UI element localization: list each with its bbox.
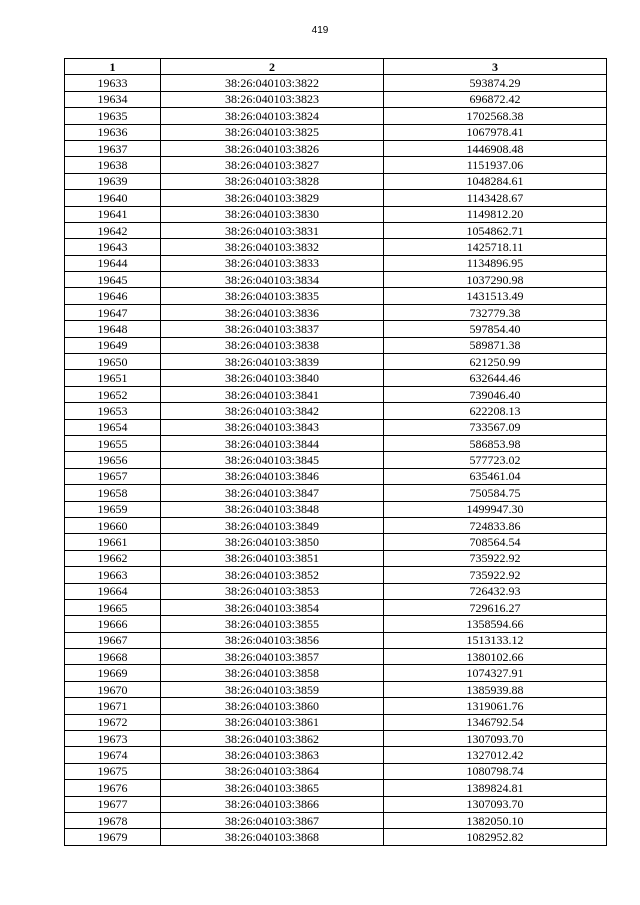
cadastral-value-cell: 577723.02 — [384, 452, 607, 468]
table-row — [65, 452, 607, 468]
row-number-cell: 19658 — [65, 485, 161, 501]
row-number-cell: 19671 — [65, 698, 161, 714]
table-row — [65, 222, 607, 238]
row-number-cell: 19678 — [65, 812, 161, 828]
cadastral-value-cell: 635461.04 — [384, 468, 607, 484]
cadastral-number-cell: 38:26:040103:3839 — [161, 354, 384, 370]
cadastral-number-cell: 38:26:040103:3860 — [161, 698, 384, 714]
cadastral-number-cell: 38:26:040103:3827 — [161, 157, 384, 173]
column-header-3: 3 — [384, 59, 607, 75]
row-number-cell: 19638 — [65, 157, 161, 173]
cadastral-number-cell: 38:26:040103:3858 — [161, 665, 384, 681]
cadastral-value-cell: 750584.75 — [384, 485, 607, 501]
row-number-cell: 19665 — [65, 599, 161, 615]
row-number-cell: 19673 — [65, 731, 161, 747]
table-row — [65, 714, 607, 730]
cadastral-value-cell: 1425718.11 — [384, 239, 607, 255]
cadastral-value-cell: 1346792.54 — [384, 714, 607, 730]
table-row — [65, 681, 607, 697]
table-row — [65, 140, 607, 156]
row-number-cell: 19641 — [65, 206, 161, 222]
table-row — [65, 698, 607, 714]
cadastral-number-cell: 38:26:040103:3861 — [161, 714, 384, 730]
table-row — [65, 403, 607, 419]
row-number-cell: 19645 — [65, 272, 161, 288]
table-row — [65, 337, 607, 353]
table-row — [65, 108, 607, 124]
cadastral-number-cell: 38:26:040103:3857 — [161, 649, 384, 665]
cadastral-number-cell: 38:26:040103:3841 — [161, 386, 384, 402]
table-row — [65, 124, 607, 140]
row-number-cell: 19667 — [65, 632, 161, 648]
cadastral-value-cell: 733567.09 — [384, 419, 607, 435]
cadastral-value-cell: 1389824.81 — [384, 780, 607, 796]
row-number-cell: 19634 — [65, 91, 161, 107]
table-row — [65, 550, 607, 566]
row-number-cell: 19661 — [65, 534, 161, 550]
cadastral-number-cell: 38:26:040103:3859 — [161, 681, 384, 697]
cadastral-value-cell: 589871.38 — [384, 337, 607, 353]
page-number: 419 — [311, 25, 329, 36]
table-row — [65, 649, 607, 665]
cadastral-number-cell: 38:26:040103:3838 — [161, 337, 384, 353]
row-number-cell: 19633 — [65, 75, 161, 91]
table-body — [65, 75, 607, 845]
cadastral-number-cell: 38:26:040103:3867 — [161, 812, 384, 828]
row-number-cell: 19669 — [65, 665, 161, 681]
cadastral-value-cell: 1149812.20 — [384, 206, 607, 222]
row-number-cell: 19655 — [65, 435, 161, 451]
table-row — [65, 567, 607, 583]
row-number-cell: 19659 — [65, 501, 161, 517]
cadastral-number-cell: 38:26:040103:3828 — [161, 173, 384, 189]
table-row — [65, 173, 607, 189]
cadastral-number-cell: 38:26:040103:3822 — [161, 75, 384, 91]
cadastral-number-cell: 38:26:040103:3836 — [161, 304, 384, 320]
cadastral-value-cell: 1151937.06 — [384, 157, 607, 173]
cadastral-number-cell: 38:26:040103:3829 — [161, 190, 384, 206]
table-row — [65, 812, 607, 828]
table-row — [65, 829, 607, 845]
cadastral-number-cell: 38:26:040103:3825 — [161, 124, 384, 140]
cadastral-value-cell: 1054862.71 — [384, 222, 607, 238]
cadastral-value-cell: 729616.27 — [384, 599, 607, 615]
table-row — [65, 616, 607, 632]
row-number-cell: 19676 — [65, 780, 161, 796]
table-row — [65, 386, 607, 402]
cadastral-value-cell: 1327012.42 — [384, 747, 607, 763]
row-number-cell: 19637 — [65, 140, 161, 156]
cadastral-value-cell: 1037290.98 — [384, 272, 607, 288]
column-header-2: 2 — [161, 59, 384, 75]
table-row — [65, 272, 607, 288]
cadastral-number-cell: 38:26:040103:3830 — [161, 206, 384, 222]
cadastral-number-cell: 38:26:040103:3832 — [161, 239, 384, 255]
cadastral-number-cell: 38:26:040103:3833 — [161, 255, 384, 271]
header-row — [65, 59, 607, 75]
row-number-cell: 19644 — [65, 255, 161, 271]
table-row — [65, 435, 607, 451]
table-row — [65, 665, 607, 681]
cadastral-number-cell: 38:26:040103:3863 — [161, 747, 384, 763]
row-number-cell: 19635 — [65, 108, 161, 124]
cadastral-value-cell: 1431513.49 — [384, 288, 607, 304]
cadastral-number-cell: 38:26:040103:3846 — [161, 468, 384, 484]
row-number-cell: 19664 — [65, 583, 161, 599]
table-row — [65, 206, 607, 222]
row-number-cell: 19663 — [65, 567, 161, 583]
cadastral-value-cell: 1307093.70 — [384, 796, 607, 812]
table-header — [65, 59, 607, 75]
table-row — [65, 747, 607, 763]
table-row — [65, 288, 607, 304]
table-row — [65, 468, 607, 484]
row-number-cell: 19643 — [65, 239, 161, 255]
cadastral-value-table — [64, 58, 607, 846]
cadastral-value-cell: 1446908.48 — [384, 140, 607, 156]
row-number-cell: 19646 — [65, 288, 161, 304]
cadastral-value-cell: 1380102.66 — [384, 649, 607, 665]
table-row — [65, 599, 607, 615]
cadastral-value-cell: 1048284.61 — [384, 173, 607, 189]
table-row — [65, 255, 607, 271]
row-number-cell: 19648 — [65, 321, 161, 337]
cadastral-number-cell: 38:26:040103:3853 — [161, 583, 384, 599]
cadastral-value-cell: 1499947.30 — [384, 501, 607, 517]
cadastral-value-cell: 1082952.82 — [384, 829, 607, 845]
row-number-cell: 19668 — [65, 649, 161, 665]
row-number-cell: 19650 — [65, 354, 161, 370]
cadastral-number-cell: 38:26:040103:3868 — [161, 829, 384, 845]
row-number-cell: 19647 — [65, 304, 161, 320]
cadastral-number-cell: 38:26:040103:3847 — [161, 485, 384, 501]
table-row — [65, 731, 607, 747]
table-row — [65, 419, 607, 435]
cadastral-value-cell: 1080798.74 — [384, 763, 607, 779]
cadastral-number-cell: 38:26:040103:3824 — [161, 108, 384, 124]
table-row — [65, 370, 607, 386]
row-number-cell: 19636 — [65, 124, 161, 140]
cadastral-value-cell: 739046.40 — [384, 386, 607, 402]
cadastral-value-cell: 1319061.76 — [384, 698, 607, 714]
row-number-cell: 19654 — [65, 419, 161, 435]
table-row — [65, 796, 607, 812]
cadastral-number-cell: 38:26:040103:3845 — [161, 452, 384, 468]
cadastral-value-cell: 1382050.10 — [384, 812, 607, 828]
cadastral-value-cell: 593874.29 — [384, 75, 607, 91]
cadastral-value-cell: 1358594.66 — [384, 616, 607, 632]
table-row — [65, 354, 607, 370]
cadastral-value-cell: 621250.99 — [384, 354, 607, 370]
cadastral-value-cell: 1134896.95 — [384, 255, 607, 271]
cadastral-value-cell: 726432.93 — [384, 583, 607, 599]
cadastral-number-cell: 38:26:040103:3864 — [161, 763, 384, 779]
table-row — [65, 304, 607, 320]
cadastral-number-cell: 38:26:040103:3866 — [161, 796, 384, 812]
cadastral-number-cell: 38:26:040103:3831 — [161, 222, 384, 238]
cadastral-value-cell: 735922.92 — [384, 550, 607, 566]
table-row — [65, 321, 607, 337]
row-number-cell: 19675 — [65, 763, 161, 779]
row-number-cell: 19653 — [65, 403, 161, 419]
cadastral-number-cell: 38:26:040103:3865 — [161, 780, 384, 796]
cadastral-number-cell: 38:26:040103:3835 — [161, 288, 384, 304]
cadastral-number-cell: 38:26:040103:3852 — [161, 567, 384, 583]
cadastral-number-cell: 38:26:040103:3823 — [161, 91, 384, 107]
row-number-cell: 19674 — [65, 747, 161, 763]
row-number-cell: 19656 — [65, 452, 161, 468]
cadastral-value-cell: 708564.54 — [384, 534, 607, 550]
row-number-cell: 19652 — [65, 386, 161, 402]
row-number-cell: 19662 — [65, 550, 161, 566]
cadastral-number-cell: 38:26:040103:3826 — [161, 140, 384, 156]
cadastral-value-cell: 1307093.70 — [384, 731, 607, 747]
table-row — [65, 91, 607, 107]
table-row — [65, 763, 607, 779]
cadastral-value-cell: 1702568.38 — [384, 108, 607, 124]
row-number-cell: 19677 — [65, 796, 161, 812]
cadastral-value-cell: 1143428.67 — [384, 190, 607, 206]
table-row — [65, 239, 607, 255]
cadastral-value-cell: 1067978.41 — [384, 124, 607, 140]
row-number-cell: 19651 — [65, 370, 161, 386]
row-number-cell: 19660 — [65, 517, 161, 533]
cadastral-number-cell: 38:26:040103:3837 — [161, 321, 384, 337]
cadastral-number-cell: 38:26:040103:3840 — [161, 370, 384, 386]
row-number-cell: 19666 — [65, 616, 161, 632]
row-number-cell: 19657 — [65, 468, 161, 484]
cadastral-number-cell: 38:26:040103:3849 — [161, 517, 384, 533]
row-number-cell: 19639 — [65, 173, 161, 189]
cadastral-number-cell: 38:26:040103:3843 — [161, 419, 384, 435]
table-row — [65, 157, 607, 173]
cadastral-value-cell: 1513133.12 — [384, 632, 607, 648]
row-number-cell: 19672 — [65, 714, 161, 730]
row-number-cell: 19640 — [65, 190, 161, 206]
cadastral-value-cell: 696872.42 — [384, 91, 607, 107]
table-row — [65, 583, 607, 599]
cadastral-number-cell: 38:26:040103:3850 — [161, 534, 384, 550]
cadastral-value-cell: 622208.13 — [384, 403, 607, 419]
cadastral-number-cell: 38:26:040103:3851 — [161, 550, 384, 566]
cadastral-number-cell: 38:26:040103:3842 — [161, 403, 384, 419]
row-number-cell: 19670 — [65, 681, 161, 697]
table-row — [65, 485, 607, 501]
cadastral-number-cell: 38:26:040103:3855 — [161, 616, 384, 632]
row-number-cell: 19642 — [65, 222, 161, 238]
cadastral-number-cell: 38:26:040103:3834 — [161, 272, 384, 288]
row-number-cell: 19679 — [65, 829, 161, 845]
cadastral-number-cell: 38:26:040103:3856 — [161, 632, 384, 648]
table-row — [65, 632, 607, 648]
cadastral-value-cell: 724833.86 — [384, 517, 607, 533]
cadastral-number-cell: 38:26:040103:3854 — [161, 599, 384, 615]
cadastral-value-cell: 632644.46 — [384, 370, 607, 386]
cadastral-number-cell: 38:26:040103:3848 — [161, 501, 384, 517]
cadastral-value-cell: 1074327.91 — [384, 665, 607, 681]
cadastral-value-cell: 1385939.88 — [384, 681, 607, 697]
cadastral-number-cell: 38:26:040103:3862 — [161, 731, 384, 747]
table-row — [65, 780, 607, 796]
cadastral-value-cell: 586853.98 — [384, 435, 607, 451]
table-row — [65, 534, 607, 550]
table-row — [65, 190, 607, 206]
table-row — [65, 517, 607, 533]
cadastral-value-cell: 597854.40 — [384, 321, 607, 337]
table-row — [65, 501, 607, 517]
cadastral-value-cell: 732779.38 — [384, 304, 607, 320]
row-number-cell: 19649 — [65, 337, 161, 353]
cadastral-value-cell: 735922.92 — [384, 567, 607, 583]
column-header-1: 1 — [65, 59, 161, 75]
cadastral-number-cell: 38:26:040103:3844 — [161, 435, 384, 451]
table-row — [65, 75, 607, 91]
